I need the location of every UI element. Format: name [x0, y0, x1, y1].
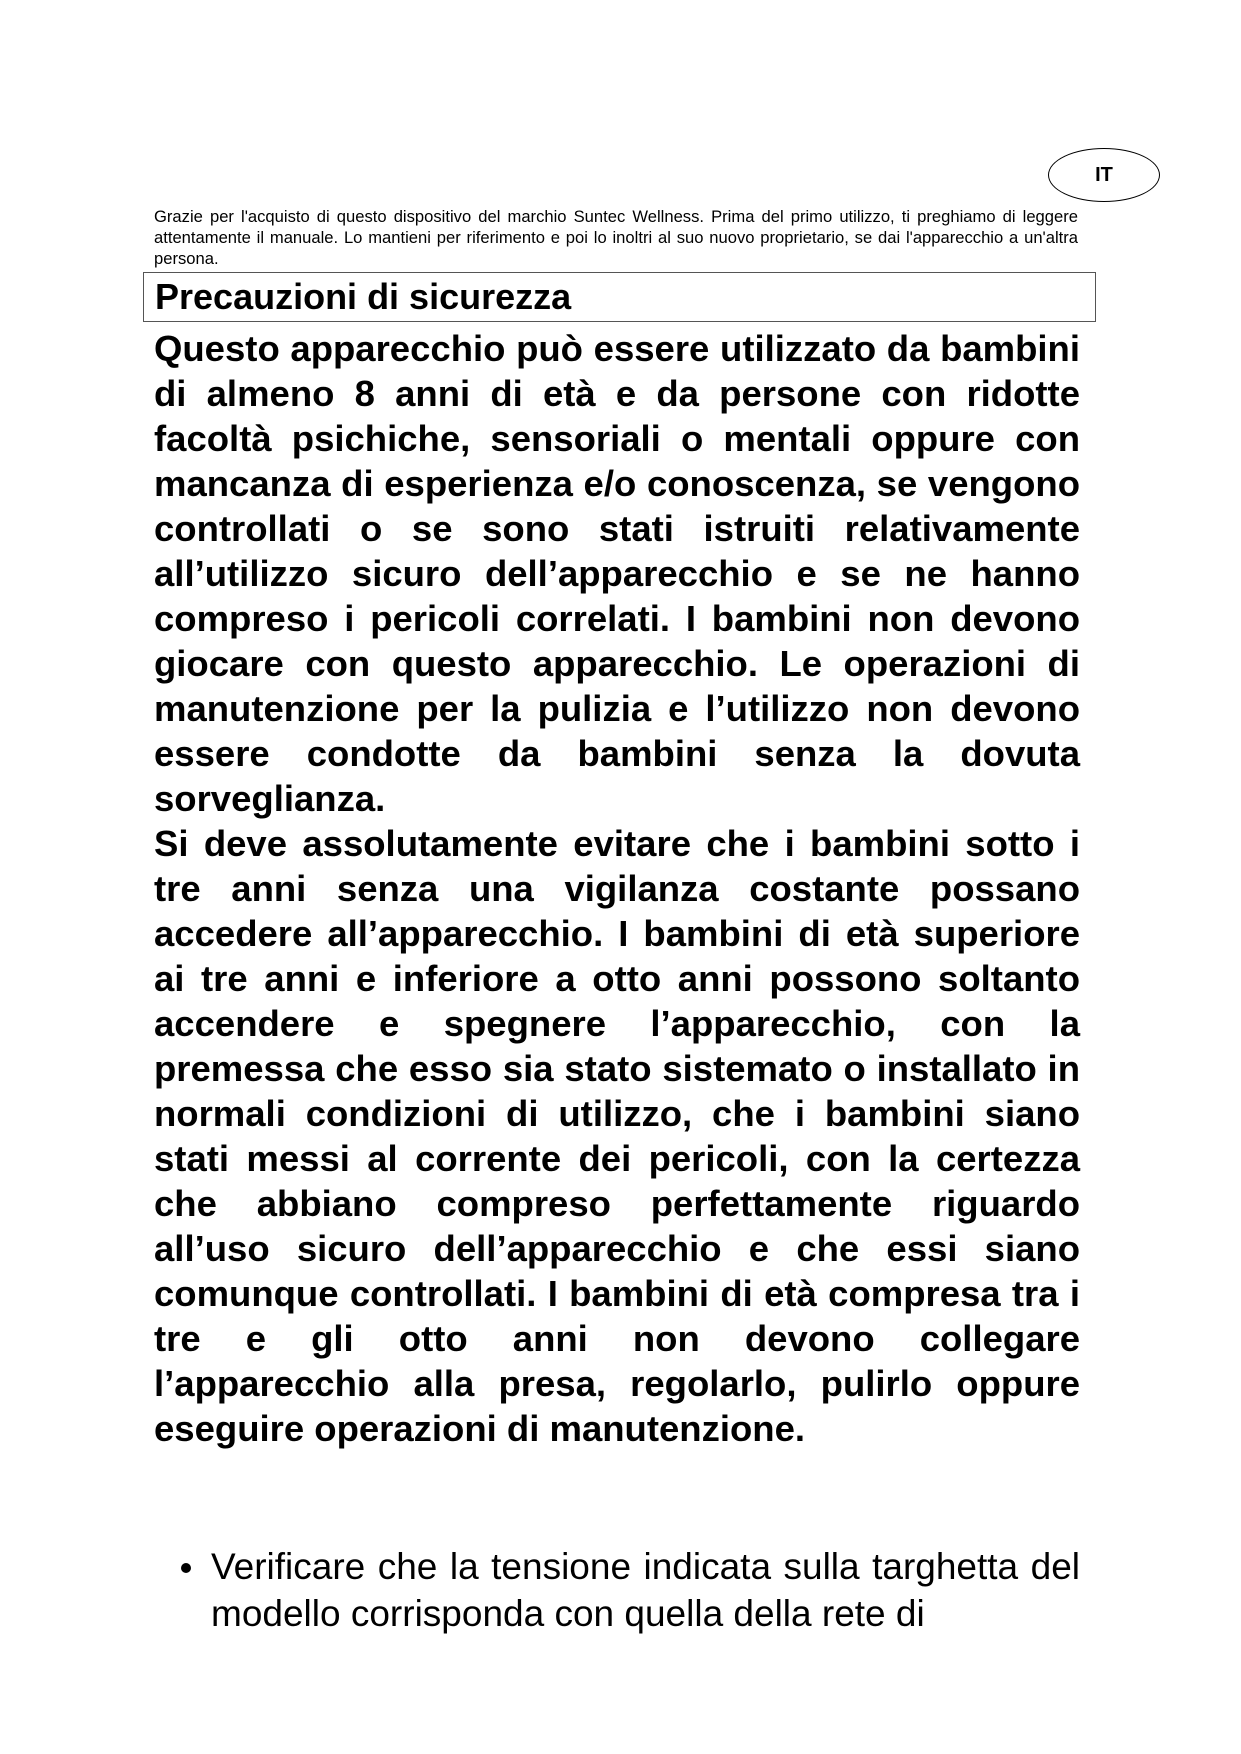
language-badge — [1048, 148, 1160, 202]
warning-paragraph-2: Si deve assolutamente evitare che i bambini sotto i tre anni senza una vigilanza costante possano accedere all’apparecchio. I bambini di età superiore ai tre anni e inferiore a otto anni possono soltanto accendere e spegnere l’apparecchio, con la premessa che esso sia stato sistemato o installato in normali condizioni di utilizzo, che i bambini siano stati messi al corrente dei pericoli, con la certezza che abbiano compreso perfettamente riguardo all’uso sicuro dell’apparecchio e che essi siano comunque controllati. I bambini di età compresa tra i tre e gli otto anni non devono collegare l’apparecchio alla presa, regolarlo, pulirlo oppure eseguire operazioni di manutenzione. — [154, 823, 1080, 1449]
safety-warning — [154, 326, 1080, 1451]
list-item-text: Verificare che la tensione indicata sulla targhetta del modello corrisponda con quella della rete di — [211, 1546, 1080, 1634]
bullet-icon — [181, 1563, 191, 1573]
section-header-box — [143, 272, 1096, 322]
intro-paragraph: Grazie per l'acquisto di questo dispositivo del marchio Suntec Wellness. Prima del primo utilizzo, ti preghiamo di leggere attentamente il manuale. Lo mantieni per riferimento e poi lo inoltri al suo nuovo proprietario, se dai l'apparecchio a un'altra persona. — [154, 207, 1078, 268]
list-item — [154, 1543, 1080, 1637]
warning-paragraph-1: Questo apparecchio può essere utilizzato da bambini di almeno 8 anni di età e da persone con ridotte facoltà psichiche, sensoriali o mentali oppure con mancanza di esperienza e/o conoscenza, se vengono controllati o se sono stati istruiti relativamente all’utilizzo sicuro dell’apparecchio e se ne hanno compreso i pericoli correlati. I bambini non devono giocare con questo apparecchio. Le operazioni di manutenzione per la pulizia e l’utilizzo non devono essere condotte da bambini senza la dovuta sorveglianza. — [154, 328, 1080, 819]
section-title: Precauzioni di sicurezza — [155, 276, 572, 317]
language-code: IT — [1095, 163, 1113, 186]
precautions-list — [154, 1543, 1080, 1637]
